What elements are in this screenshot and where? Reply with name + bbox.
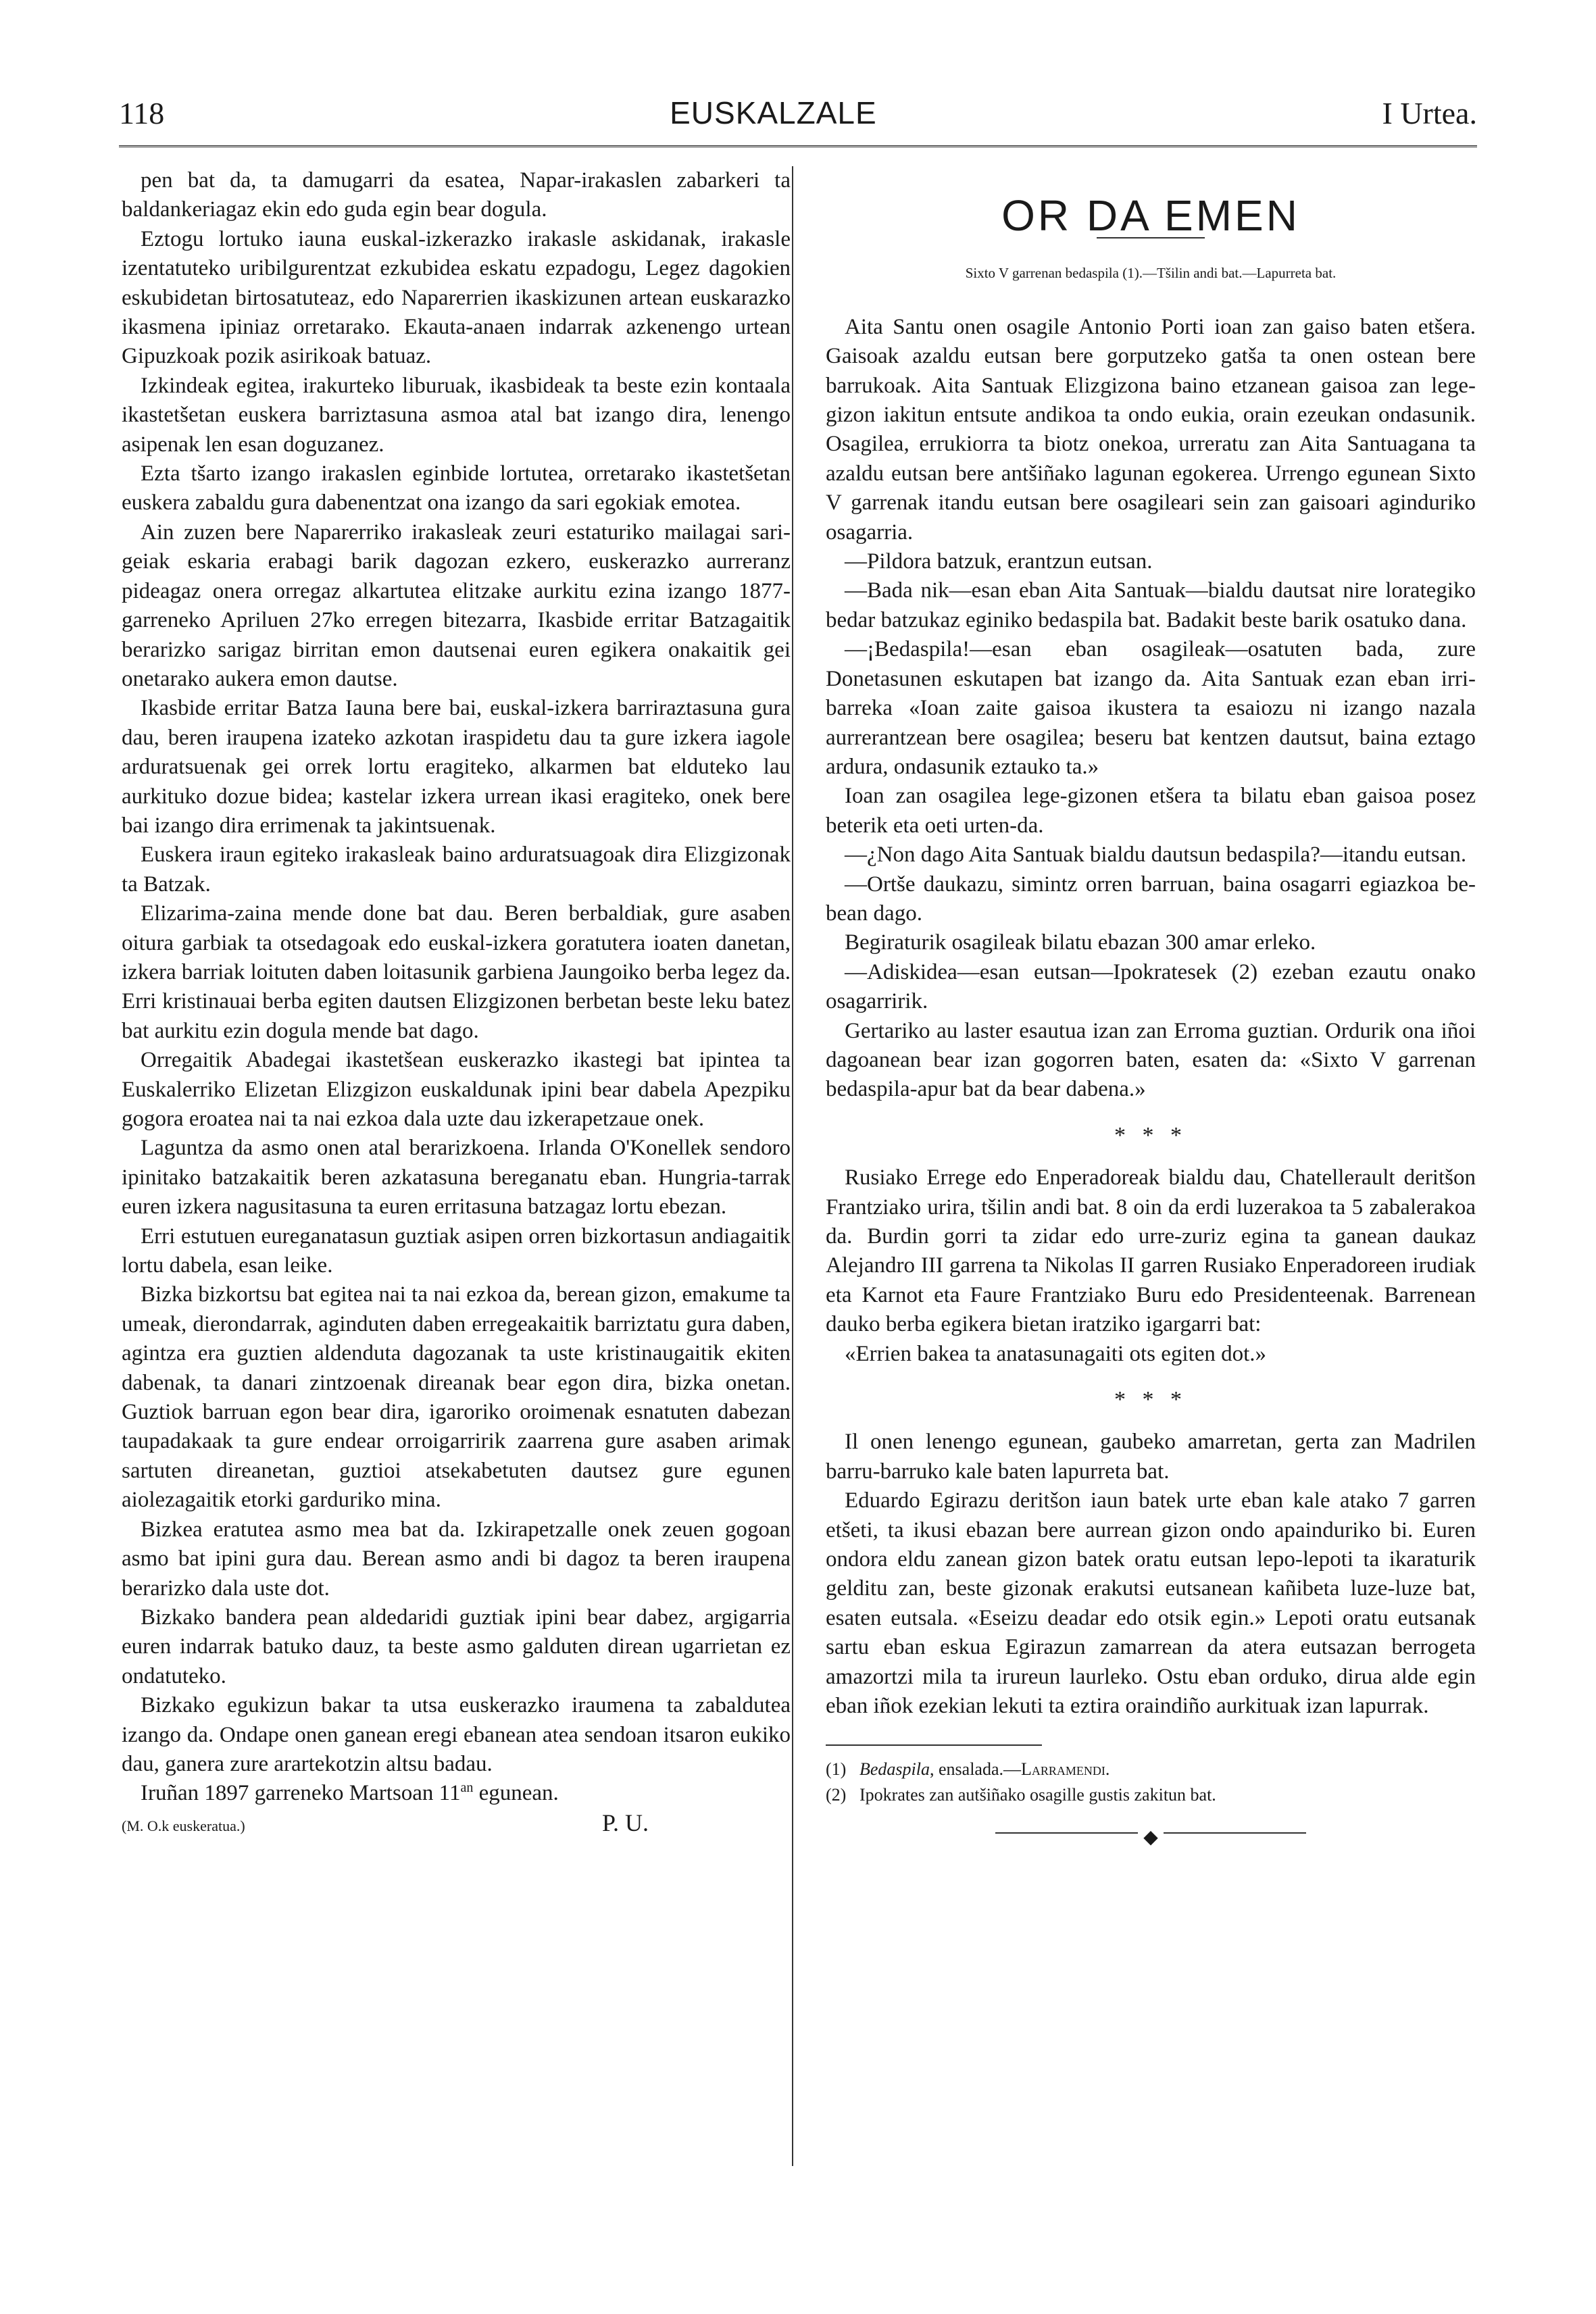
paragraph: Orregaitik Abadegai ikastetšean euskerazko ikastegi bat ipintea ta Euskalerriko Elizetan Elizgizon euskaldunak ipini bear dabela Apezpiku gogora eroatea nai ta nai ezkoa dala uzte dau izkerapetzaue onek. [122, 1048, 791, 1131]
paragraph: Bizkea eratutea asmo mea bat da. Izkirapetzalle onek zeuen gogoan asmo bat ipini gura dau. Berean asmo andi bi dagoz ta beren iraupena berarizko dala uste dot. [122, 1517, 791, 1601]
header-rule [119, 145, 1477, 147]
paragraph: —Ortše daukazu, simintz orren barruan, baina osagarri egiazkoa be-bean dago. [826, 872, 1476, 926]
paragraph: pen bat da, ta damugarri da esatea, Napar-irakaslen zabarkeri ta baldankeriagaz ekin edo guda egin bear dogula. [122, 168, 791, 222]
paragraph: —¡Bedaspila!—esan eban osagileak—osatuten bada, zure Donetasunen eskutapen bat izango da. Aita Santuak ezan eban irri-barreka «Ioan zaite gaisoa ikustera ta esaiozu ni izango nazala aurrerantzean bere osagilea; beseru bat kentzen dautsut, baina eztago ardura, ondasunik eztauko ta.» [826, 637, 1476, 779]
left-paragraphs [122, 166, 791, 1779]
footnote: (1) Bedaspila, ensalada.—Larramendi. [826, 1759, 1110, 1779]
paragraph: Ikasbide erritar Batza Iauna bere bai, euskal-izkera barriraztasuna gura dau, beren iraupena izateko azkotan iraspidetu dau ta gure izkera iagole arduratsuenak gei orrek lortu eragiteko, alkarmen bat elduteko lau aurkituko dozue bidea; kastelar izkera urrean ikasi eragiteko, onek bere bai izango dira errimenak ta jakintsuenak. [122, 696, 791, 838]
paragraph: Erri estutuen eureganatasun guztiak asipen orren bizkortasun andiagaitik lortu dabela, esan leike. [122, 1224, 791, 1278]
paragraph: —Adiskidea—esan eutsan—Ipokratesek (2) ezeban ezautu onako osagarririk. [826, 959, 1476, 1014]
paragraph: Eztogu lortuko iauna euskal-izkerazko irakasle askidanak, irakasle izentatuteko uribilgurentzat ezkubidea eskatu ezpadogu, Legez dagokien eskubidetan birtosatuteaz, edo Naparerrien ikaskizunen artean euskarazko ikasmena ipiniaz orretarako. Ekauta-anaen indarrak azkenengo urtean Gipuzkoak pozik asirikoak batuaz. [122, 226, 791, 369]
paragraph: Ezta tšarto izango irakaslen eginbide lortutea, orretarako ikastetšetan euskera zabaldu gura dabenentzat ona izango da sari egokiak emotea. [122, 461, 791, 515]
paragraph: Ain zuzen bere Naparerriko irakasleak zeuri estaturiko mailagai sari-geiak eskaria erabagi barik dagozan ezkero, euskerazko aurreranz pideagaz onera orregaz alkartutea elitzake aurkitu ezina izango 1877-garreneko Apriluen 27ko erregen bitezarra, Ikasbide erritar Batzagaitik berarizko sarigaz birritan emon dautsenai euren egikera onakaitik gei onetarako aukera emon dautse. [122, 520, 791, 691]
footnote: (2) Ipokrates zan autšiñako osagille gustis zakitun bat. [826, 1784, 1216, 1805]
right-paragraphs-2 [826, 1163, 1476, 1369]
paragraph: Bizka bizkortsu bat egitea nai ta nai ezkoa da, berean gizon, emakume ta umeak, dierondarrak, aginduten daben erregeakaitik barriztatu gura daben, agintza era guztien aldenduta dagozanak ta uste kristinaugaitik ekiten dabenak, ta danari zintzoenak direanak bear egon dira, bizka onetan. Guztiok barruan egon bear dira, igaroriko oroimenak esnatuten dabezan taupadakaak ta gure endear orroigarririk zaarrena gure asaben arimak sartuten direanetan, guztioi atsekabetuten dautsez gure egunen aiolezagaitik etorki garduriko mina. [122, 1282, 791, 1513]
paragraph: —Bada nik—esan eban Aita Santuak—bialdu dautsat nire lorategiko bedar batzukaz eginiko bedaspila bat. Badakit beste barik osatuko dana. [826, 578, 1476, 632]
signature: P. U. [601, 1809, 649, 1836]
paragraph: Gertariko au laster esautua izan zan Erroma guztian. Ordurik ona iñoi dagoanean bear izan gogorren baten, esaten da: «Sixto V garrenan bedaspila-apur bat da bear dabena.» [826, 1018, 1476, 1102]
paragraph: Bizkako bandera pean aldedaridi guztiak ipini bear dabez, argigarria euren indarrak batuko dauz, ta beste asmo galduten direan ugarrietan ez ondatuteko. [122, 1605, 791, 1688]
paragraph: Laguntza da asmo onen atal berarizkoena. Irlanda O'Konellek sendoro ipinitako batzakaitik beren azkatasuna bereganatu eban. Hungria-tarrak euren izkera nagusitasuna ta euren erritasuna batzagaz lortu ebezan. [122, 1136, 791, 1219]
page-number: 118 [119, 96, 165, 130]
paragraph: Izkindeak egitea, irakurteko liburuak, ikasbideak ta beste ezin kontaala ikastetšetan euskera barriztasuna asmoa atal bat izango dira, lenengo asipenak len esan doguzanez. [122, 373, 791, 457]
right-paragraphs-1 [826, 313, 1476, 1105]
end-ornament: ◆ [995, 1823, 1306, 1843]
section-stars-1: * * * [1114, 1122, 1187, 1148]
signature-row [122, 1809, 791, 1840]
section-stars-2: * * * [1114, 1387, 1187, 1413]
article-title: OR DA EMEN [1001, 191, 1300, 240]
paragraph: —¿Non dago Aita Santuak bialdu dautsun bedaspila?—itandu eutsan. [845, 842, 1467, 867]
paragraph: Aita Santu onen osagile Antonio Porti ioan zan gaiso baten etšera. Gaisoak azaldu eutsan bere gorputzeko gatša ta onen ostean bere barrukoak. Aita Santuak Elizgizona baino etzanean gaisoa zan lege-gizon iakitun entsute andikoa ta ondo eukia, orain ezeukan ondasunik. Osagilea, errukiorra ta biotz onekoa, urreratu zan Aita Santuagana ta azaldu eutsan bere antšiñako lagunan egokerea. Urrengo egunean Sixto V garrenak itandu eutsan bere osagileari sein zan gaisoari aginduriko osagarria. [826, 314, 1476, 545]
paragraph: Rusiako Errege edo Enperadoreak bialdu dau, Chatellerault deritšon Frantziako urira, tšilin andi bat. 8 oin da erdi luzerakoa ta 5 zabalerakoa da. Burdin gorri ta zidar edo urre-zuriz egina ta ganean daukaz Alejandro III garrena ta Nikolas II garren Rusiako Enperadoreen irudiak eta Karnot eta Faure Frantziako Buru edo Presidenteenak. Barrenean dauko berba egikera bietan iratziko igargarri bat: [826, 1165, 1476, 1337]
paragraph: Elizarima-zaina mende done bat dau. Beren berbaldiak, gure asaben oitura garbiak ta otsedagoak edo euskal-izkera goratutera ioaten danetan, izkera barriak loituten daben loitasunik garbiena Jaungoiko berba legez da. Erri kristinauai berba egiten dautsen Elizgizonen berbetan beste leku batez bat aurkitu ezin dogula mende bat dago. [122, 901, 791, 1043]
article-subtitle: Sixto V garrenan bedaspila (1).—Tšilin andi bat.—Lapurreta bat. [965, 265, 1337, 282]
paragraph: Euskera iraun egiteko irakasleak baino arduratsuagoak dira Elizgizonak ta Batzak. [122, 842, 791, 897]
paragraph: —Pildora batzuk, erantzun eutsan. [845, 549, 1153, 574]
right-paragraphs-3 [826, 1428, 1476, 1721]
footnotes [826, 1757, 1476, 1808]
right-column [826, 166, 1476, 1848]
volume-label: I Urtea. [1382, 96, 1477, 130]
page-header [119, 95, 1477, 142]
closing-line: Iruñan 1897 garreneko Martsoan $11^{an}$ egunean. [141, 1780, 559, 1806]
paragraph: Ioan zan osagilea lege-gizonen etšera ta bilatu eban gaisoa posez beterik eta oeti urten-da. [826, 784, 1476, 838]
paragraph: «Errien bakea ta anatasunagaiti ots egiten dot.» [845, 1341, 1267, 1366]
translator-note: (M. O.k euskeratua.) [122, 1817, 245, 1834]
paragraph: Bizkako egukizun bakar ta utsa euskerazko iraumena ta zabaldutea izango da. Ondape onen ganean eregi ebanean atea sendoan itsaron eukiko dau, ganera zure arartekotzin altsu badau. [122, 1693, 791, 1776]
paragraph: Eduardo Egirazu deritšon iaun batek urte eban kale atako 7 garren etšeti, ta ikusi ebazan bere aurrean gizon ondo apainduriko bi. Euren ondora eldu zanean gizon batek oratu eutsan lepo-lepoti ta ikaraturik gelditu zan, beste gizonak erakutsi eutsanean kañibeta luze-luze bat, esaten eutsala. «Eseizu deadar edo otsik egin.» Lepoti oratu eutsanak sartu eban eskua Egirazun zamarrean da atera eutsazan berrogeta amazortzi mila ta irureun laurleko. Ostu eban orduko, dirua alde egin eban iñok ezekian lekuti ta eztira oraindiño aurkituak izan lapurrak. [826, 1488, 1476, 1719]
paragraph: Il onen lenengo egunean, gaubeko amarretan, gerta zan Madrilen barru-barruko kale baten lapurreta bat. [826, 1430, 1476, 1484]
left-column [122, 166, 791, 1840]
footnote-rule [826, 1744, 1042, 1746]
journal-title: EUSKALZALE [670, 95, 877, 130]
column-divider [792, 166, 793, 2166]
paragraph: Begiraturik osagileak bilatu ebazan 300 amar erleko. [845, 930, 1316, 955]
